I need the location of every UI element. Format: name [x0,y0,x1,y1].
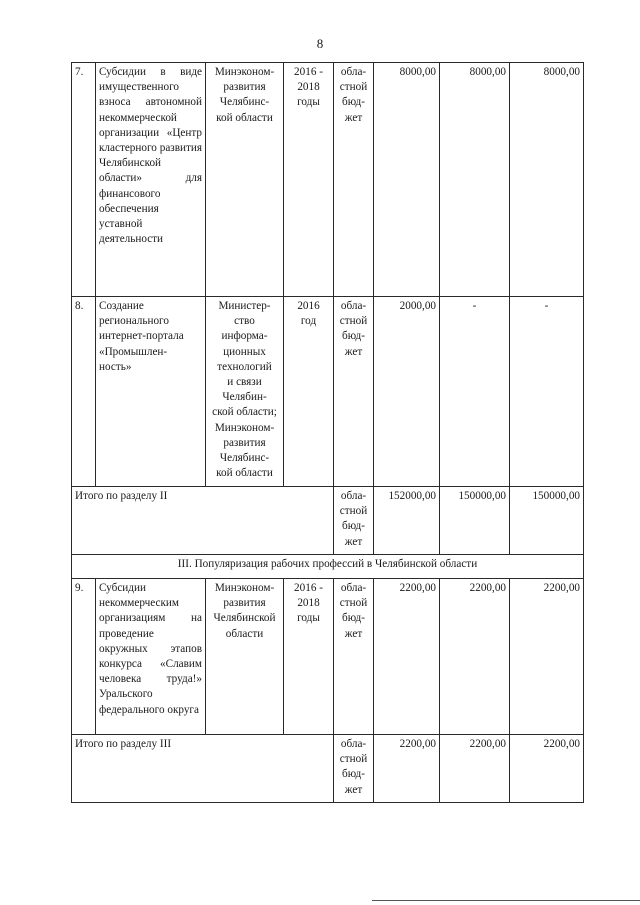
row-amount-2016: 2000,00 [374,297,440,487]
row-period: 2016 год [284,297,334,487]
row-source: обла- стной бюд- жет [334,579,374,735]
section-total-row [72,735,584,803]
total-amount-2018: 150000,00 [510,487,584,555]
row-amount-2016: 8000,00 [374,63,440,297]
section-total-label: Итого по разделу III [72,735,334,803]
section-total-label: Итого по разделу II [72,487,334,555]
total-amount-2018: 2200,00 [510,735,584,803]
row-description: Создание регионального интернет-портала «Промышлен- ность» [96,297,206,487]
row-amount-2017: 8000,00 [440,63,510,297]
page-number: 8 [316,36,324,51]
row-amount-2018: 8000,00 [510,63,584,297]
row-source: обла- стной бюд- жет [334,297,374,487]
section-total-row [72,487,584,555]
row-amount-2018: 2200,00 [510,579,584,735]
row-number: 8. [72,297,96,487]
total-amount-2017: 2200,00 [440,735,510,803]
row-source: обла- стной бюд- жет [334,63,374,297]
total-source: обла- стной бюд- жет [334,735,374,803]
program-table [71,62,584,803]
row-amount-2016: 2200,00 [374,579,440,735]
row-amount-2018: - [510,297,584,487]
section-header-row [72,555,584,579]
row-executor: Министер- ство информа- ционных технологий и связи Челябин- ской области; Минэконом- развития Челябинс- кой области [206,297,284,487]
table-row [72,297,584,487]
row-number: 9. [72,579,96,735]
total-amount-2017: 150000,00 [440,487,510,555]
total-amount-2016: 2200,00 [374,735,440,803]
table-row [72,579,584,735]
row-period: 2016 - 2018 годы [284,579,334,735]
row-description: Субсидии некоммерческим организациям на проведение окружных этапов конкурса «Славим человека труда!» Уральского федерального округа [96,579,206,735]
row-period: 2016 - 2018 годы [284,63,334,297]
scan-artifact-line [372,900,640,901]
total-source: обла- стной бюд- жет [334,487,374,555]
row-number: 7. [72,63,96,297]
section-title: III. Популяризация рабочих профессий в Челябинской области [72,555,584,579]
table-row [72,63,584,297]
row-executor: Минэконом- развития Челябинской области [206,579,284,735]
row-amount-2017: 2200,00 [440,579,510,735]
row-description: Субсидии в виде имущественного взноса автономной некоммерческой организации «Центр кластерного развития Челябинской области» для финансового обеспечения уставной деятельности [96,63,206,297]
total-amount-2016: 152000,00 [374,487,440,555]
row-amount-2017: - [440,297,510,487]
row-executor: Минэконом- развития Челябинс- кой области [206,63,284,297]
